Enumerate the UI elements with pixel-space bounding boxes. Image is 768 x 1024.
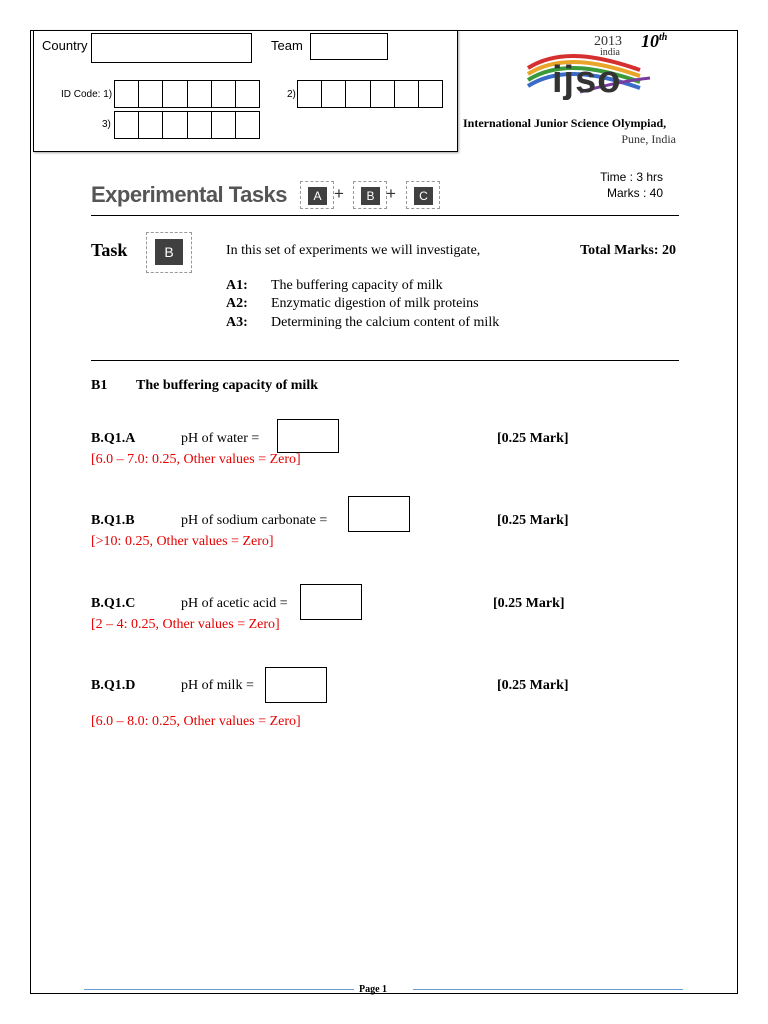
chip-a: A xyxy=(308,187,327,205)
aim-code: A1: xyxy=(226,278,248,293)
footer-line-left xyxy=(84,989,354,990)
page-number: Page 1 xyxy=(359,984,388,995)
logo-acronym: ijso xyxy=(552,59,622,101)
question-prompt: pH of acetic acid = xyxy=(181,596,288,611)
aim-text: The buffering capacity of milk xyxy=(271,278,443,293)
question-code: B.Q1.D xyxy=(91,678,136,693)
answer-box-sodium-carbonate[interactable] xyxy=(348,496,410,532)
id-code-2-label: 2) xyxy=(287,89,296,100)
question-prompt: pH of water = xyxy=(181,431,260,446)
time-label: Time : 3 hrs xyxy=(600,170,663,184)
logo-edition xyxy=(641,31,667,52)
answer-box-milk[interactable] xyxy=(265,667,327,703)
task-label: Task xyxy=(91,240,128,260)
chip-c-frame xyxy=(406,181,440,209)
aim-text: Enzymatic digestion of milk proteins xyxy=(271,296,479,311)
section-title: The buffering capacity of milk xyxy=(136,378,318,393)
country-label: Country xyxy=(42,38,88,53)
team-label: Team xyxy=(271,38,303,53)
id-code-1-cells[interactable] xyxy=(114,80,260,108)
country-field[interactable] xyxy=(91,33,252,63)
id-code-3-cells[interactable] xyxy=(114,111,260,139)
question-prompt: pH of milk = xyxy=(181,678,254,693)
task-chip-frame xyxy=(146,232,192,273)
answer-box-acetic-acid[interactable] xyxy=(300,584,362,620)
chip-c: C xyxy=(414,187,433,205)
logo-edition-suffix: th xyxy=(659,32,668,43)
question-mark: [0.25 Mark] xyxy=(497,431,569,446)
identification-box xyxy=(33,30,458,152)
question-mark: [0.25 Mark] xyxy=(497,513,569,528)
team-field[interactable] xyxy=(310,33,388,60)
footer-line-right xyxy=(413,989,683,990)
task-chip: B xyxy=(155,239,183,265)
question-mark: [0.25 Mark] xyxy=(497,678,569,693)
org-location: Pune, India xyxy=(621,132,676,146)
org-name: International Junior Science Olympiad, xyxy=(463,116,667,130)
id-code-label: ID Code: 1) xyxy=(61,89,113,100)
section-code: B1 xyxy=(91,378,108,393)
question-code: B.Q1.A xyxy=(91,431,136,446)
plus-sign-2: + xyxy=(386,184,396,203)
chip-b: B xyxy=(361,187,380,205)
question-mark: [0.25 Mark] xyxy=(493,596,565,611)
logo-country: india xyxy=(600,47,620,58)
plus-sign-1: + xyxy=(334,184,344,203)
answer-key: [>10: 0.25, Other values = Zero] xyxy=(91,534,274,549)
chip-b-frame xyxy=(353,181,387,209)
question-code: B.Q1.C xyxy=(91,596,136,611)
answer-key: [6.0 – 8.0: 0.25, Other values = Zero] xyxy=(91,714,301,729)
title-divider xyxy=(91,215,679,216)
question-code: B.Q1.B xyxy=(91,513,135,528)
id-code-3-label: 3) xyxy=(102,119,111,130)
logo-edition-number: 10 xyxy=(641,31,659,51)
ijso-logo xyxy=(520,30,700,110)
aim-code: A2: xyxy=(226,296,248,311)
total-marks: Total Marks: 20 xyxy=(580,243,676,258)
chip-a-frame xyxy=(300,181,334,209)
logo-year: 2013 xyxy=(594,34,622,49)
answer-key: [6.0 – 7.0: 0.25, Other values = Zero] xyxy=(91,452,301,467)
aim-code: A3: xyxy=(226,315,248,330)
marks-label: Marks : 40 xyxy=(606,186,663,200)
answer-box-water[interactable] xyxy=(277,419,339,453)
aim-text: Determining the calcium content of milk xyxy=(271,315,500,330)
task-divider xyxy=(91,360,679,361)
answer-key: [2 – 4: 0.25, Other values = Zero] xyxy=(91,617,280,632)
task-intro: In this set of experiments we will investigate, xyxy=(226,243,481,258)
question-prompt: pH of sodium carbonate = xyxy=(181,513,328,528)
id-code-2-cells[interactable] xyxy=(297,80,443,108)
page-title: Experimental Tasks xyxy=(91,182,288,207)
